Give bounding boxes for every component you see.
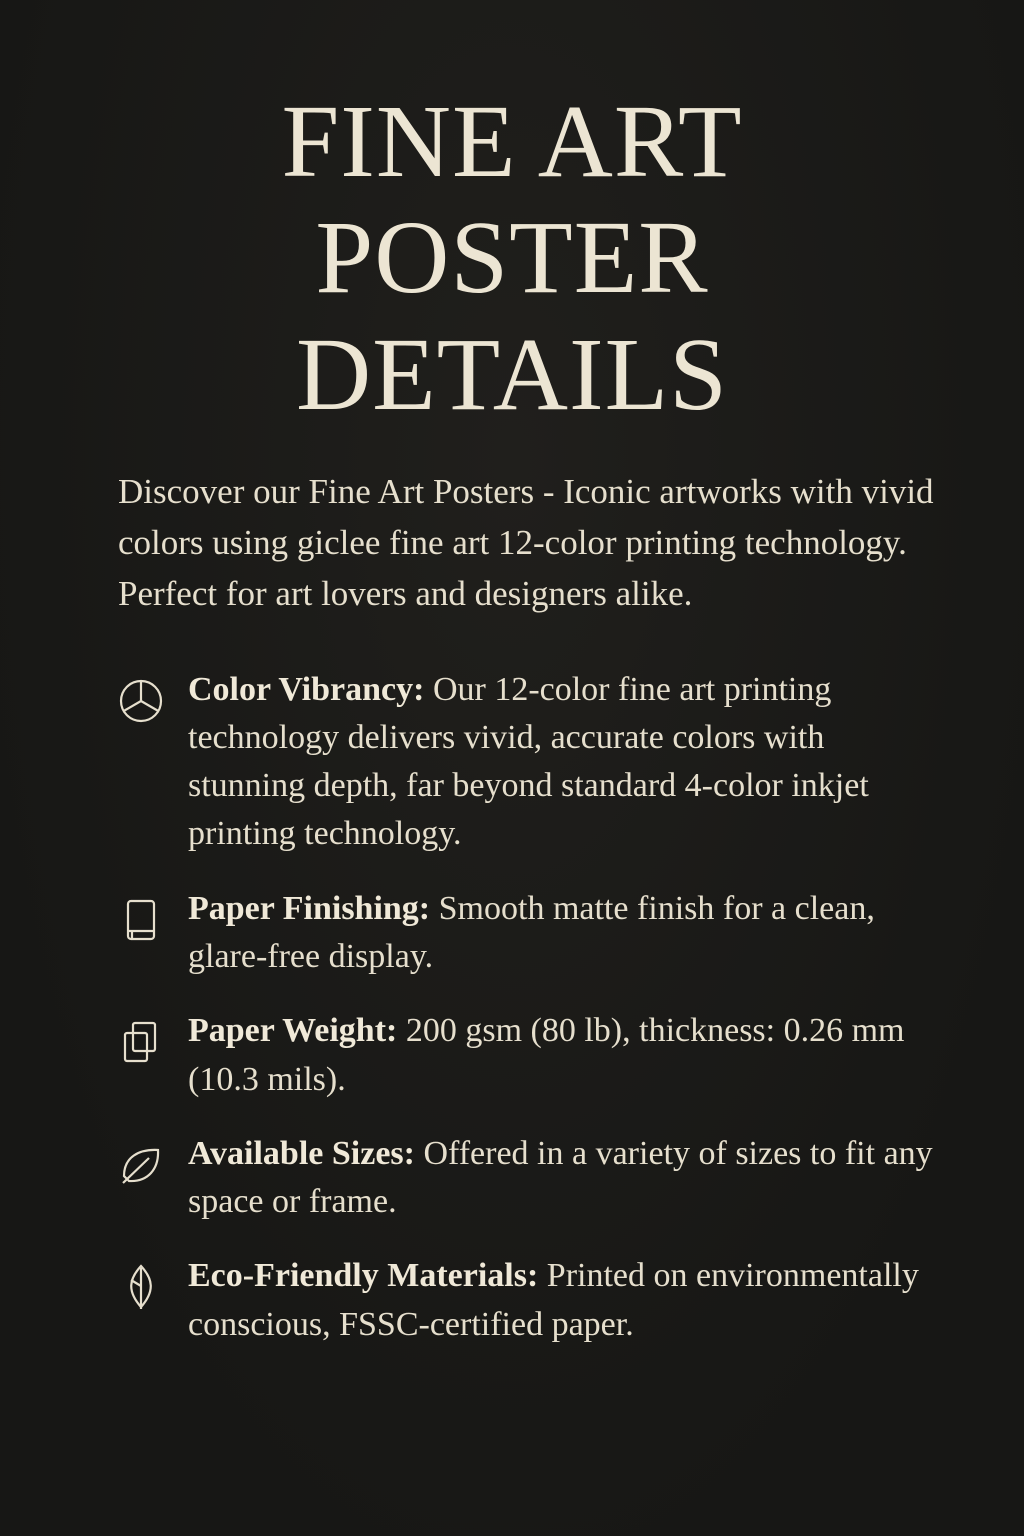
list-item-text xyxy=(188,1252,948,1349)
features-list xyxy=(0,666,1024,1349)
leaf-vein-icon xyxy=(112,1258,170,1316)
list-item xyxy=(112,885,948,982)
list-item-body: Offered in a variety of sizes to fit any space or frame. xyxy=(188,1134,933,1221)
paper-sheet-icon xyxy=(112,891,170,949)
list-item-text xyxy=(188,1007,948,1104)
page-title-line-3: DETAILS xyxy=(296,316,728,432)
page-title-line-1: FINE ART xyxy=(281,84,743,199)
list-item-label: Available Sizes: xyxy=(188,1134,415,1172)
list-item-label: Eco-Friendly Materials: xyxy=(188,1257,539,1295)
list-item xyxy=(112,666,948,859)
list-item-label: Paper Weight: xyxy=(188,1012,398,1050)
list-item-body: 200 gsm (80 lb), thickness: 0.26 mm (10.3 mils). xyxy=(188,1012,905,1098)
list-item-body: Printed on environmentally conscious, FSSC-certified paper. xyxy=(188,1257,919,1343)
list-item-label: Paper Finishing: xyxy=(188,889,431,927)
color-wheel-icon xyxy=(112,672,170,730)
intro-paragraph: Discover our Fine Art Posters - Iconic artworks with vivid colors using giclee fine art 12-color printing technology. Perfect for art lovers and designers alike. xyxy=(118,472,934,613)
list-item-text xyxy=(188,1130,948,1227)
stacked-pages-icon xyxy=(112,1013,170,1071)
list-item xyxy=(112,1252,948,1349)
list-item-body: Our 12-color fine art printing technology delivers vivid, accurate colors with stunning depth, far beyond standard 4-color inkjet printing technology. xyxy=(188,670,869,853)
list-item xyxy=(112,1007,948,1104)
list-item-text xyxy=(188,666,948,859)
list-item-label: Color Vibrancy: xyxy=(188,670,425,708)
leaf-outline-icon xyxy=(112,1136,170,1194)
page-title-line-2: POSTER xyxy=(315,200,709,316)
list-item xyxy=(112,1130,948,1227)
page-title xyxy=(0,0,1024,433)
list-item-body: Smooth matte finish for a clean, glare-free display. xyxy=(188,889,875,975)
list-item-text xyxy=(188,885,948,982)
